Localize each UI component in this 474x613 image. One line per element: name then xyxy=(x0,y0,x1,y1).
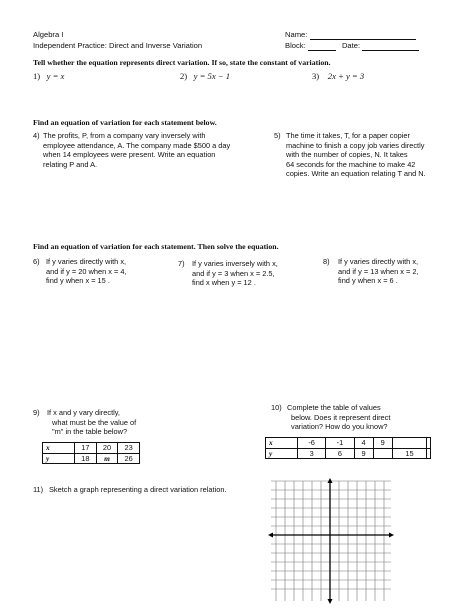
x-axis-right-arrow-icon xyxy=(389,533,394,538)
question-4-number: 4) xyxy=(33,131,40,140)
grid-lines xyxy=(271,481,391,601)
block-blank xyxy=(308,42,336,51)
table-row: y 3 6 9 15 xyxy=(266,448,431,459)
question-11-text: Sketch a graph representing a direct variation relation. xyxy=(49,485,227,494)
question-1: 1) y = x xyxy=(33,71,65,81)
question-9-number: 9) xyxy=(33,408,40,417)
question-8-text: If y varies directly with x, and if y = 13 when x = 2, find y when x = 6 . xyxy=(338,257,419,286)
question-7-text: If y varies inversely with x, and if y = 3 when x = 2.5, find x when y = 12 . xyxy=(192,259,278,288)
question-2: 2) y = 5x − 1 xyxy=(180,71,231,81)
course-name: Algebra I xyxy=(33,30,64,39)
question-8-number: 8) xyxy=(323,257,330,266)
x-axis-left-arrow-icon xyxy=(268,533,273,538)
question-11-number: 11) xyxy=(33,485,44,494)
date-blank xyxy=(362,42,419,51)
question-5-text: The time it takes, T, for a paper copier machine to finish a copy job varies directly with the number of copies, N. It takes 64 seconds for the machine to make 42 copies. Write an equation relating T and N. xyxy=(286,131,426,179)
y-axis-up-arrow-icon xyxy=(328,478,333,483)
block-date-fields xyxy=(285,41,419,51)
question-6-text: If y varies directly with x, and if y = 20 when x = 4, find y when x = 15 . xyxy=(46,257,127,286)
name-blank xyxy=(310,31,416,40)
question-9-table xyxy=(42,442,140,464)
table-row: x -6 -1 4 9 xyxy=(266,438,431,449)
section3-instruction: Find an equation of variation for each statement. Then solve the equation. xyxy=(33,242,279,251)
question-5-number: 5) xyxy=(274,131,281,140)
block-label: Block: xyxy=(285,41,306,50)
table-row: y 18 m 26 xyxy=(43,453,140,464)
name-label: Name: xyxy=(285,30,308,39)
question-10-table xyxy=(265,437,431,459)
question-10-text: Complete the table of values below. Does it represent direct variation? How do you know? xyxy=(287,403,391,432)
section2-instruction: Find an equation of variation for each statement below. xyxy=(33,118,217,127)
worksheet-title: Independent Practice: Direct and Inverse Variation xyxy=(33,41,203,50)
coordinate-grid xyxy=(268,478,394,604)
question-4-text: The profits, P, from a company vary inversely with employee attendance, A. The company made $500 a day when 14 employees were present. Write an equation relating P and A. xyxy=(43,131,231,169)
table-row: x 17 20 23 xyxy=(43,443,140,454)
date-label: Date: xyxy=(341,41,361,50)
question-7-number: 7) xyxy=(178,259,185,268)
question-10-number: 10) xyxy=(271,403,282,412)
question-6-number: 6) xyxy=(33,257,40,266)
question-9-text: If x and y vary directly, what must be the value of "m" in the table below? xyxy=(47,408,137,437)
question-3: 3) 2x + y = 3 xyxy=(312,71,365,81)
name-field xyxy=(285,30,416,40)
y-axis-down-arrow-icon xyxy=(328,599,333,604)
section1-instruction: Tell whether the equation represents direct variation. If so, state the constant of variation. xyxy=(33,58,331,67)
